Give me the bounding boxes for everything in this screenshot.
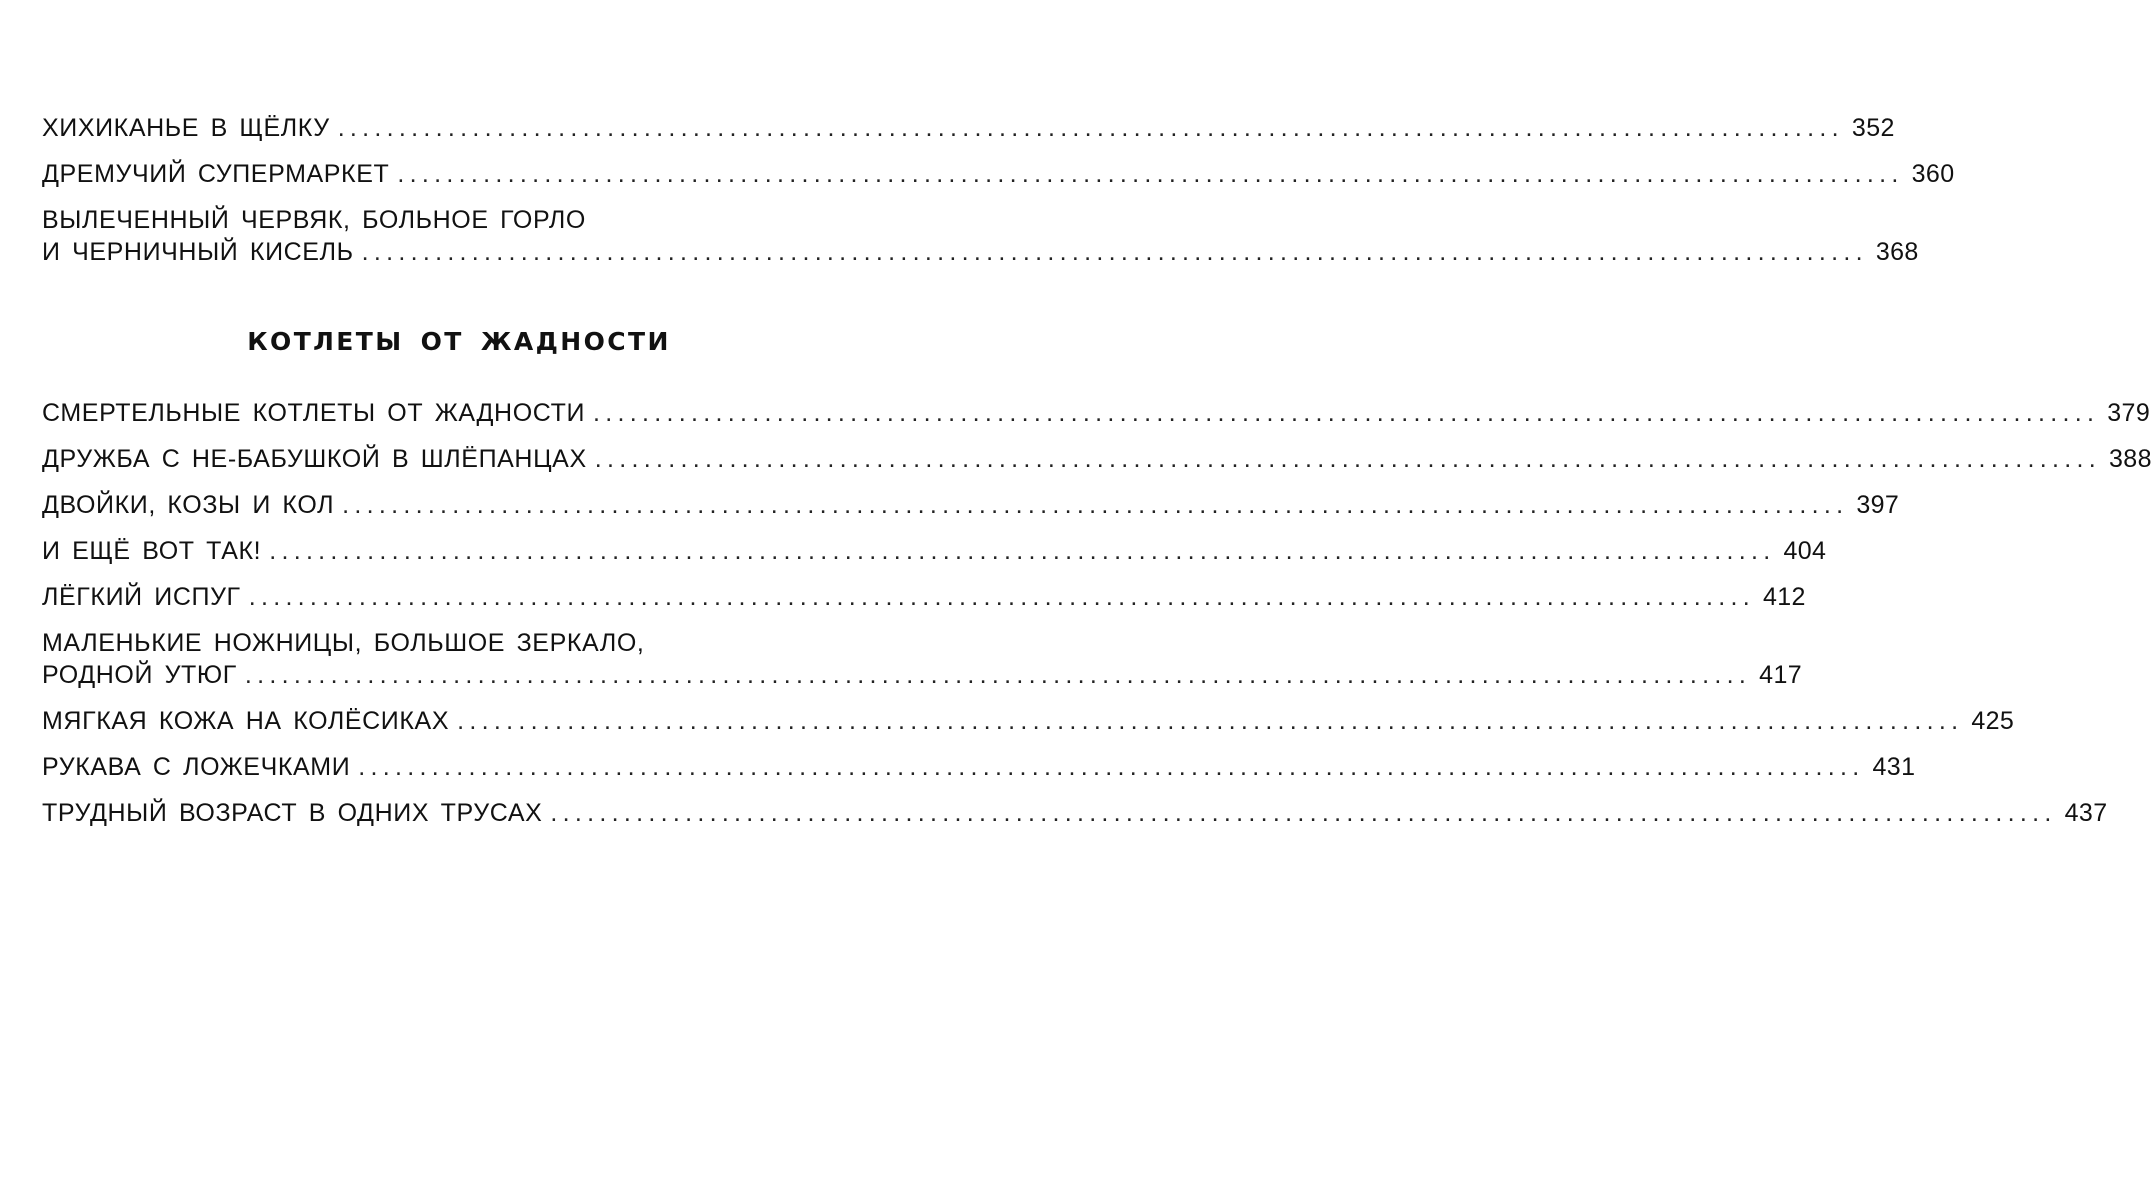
dot-leader: ........................................................................................................................... xyxy=(361,238,1868,266)
toc-entry[interactable] xyxy=(42,705,2015,737)
toc-entry-line xyxy=(42,705,2015,737)
toc-page-number: 397 xyxy=(1856,491,1900,519)
toc-page-number: 437 xyxy=(2064,799,2108,827)
toc-entry-title: ТРУДНЫЙ ВОЗРАСТ В ОДНИХ ТРУСАХ xyxy=(42,799,543,827)
toc-page-number: 431 xyxy=(1872,753,1916,781)
toc-entry[interactable] xyxy=(42,627,1803,691)
toc-entry-line xyxy=(42,751,1916,783)
toc-entry[interactable] xyxy=(42,535,1827,567)
toc-entry-line xyxy=(42,797,2108,829)
toc-entry-line xyxy=(42,581,1806,613)
toc-entry-line xyxy=(42,489,1900,521)
toc-entry-title: ДРЕМУЧИЙ СУПЕРМАРКЕТ xyxy=(42,160,390,188)
dot-leader: ........................................................................................................................... xyxy=(550,799,2057,827)
toc-entry[interactable] xyxy=(42,581,1806,613)
dot-leader: ........................................................................................................................... xyxy=(244,661,1752,689)
toc-entry[interactable] xyxy=(42,443,2152,475)
toc-page-number: 352 xyxy=(1851,114,1895,142)
toc-entry-line xyxy=(42,112,1895,144)
dot-leader: ........................................................................................................................... xyxy=(594,445,2101,473)
toc-page-number: 368 xyxy=(1875,238,1919,266)
toc-entry[interactable] xyxy=(42,397,2151,429)
toc-entry[interactable] xyxy=(42,489,1900,521)
dot-leader: ........................................................................................................................... xyxy=(358,753,1865,781)
toc-entry-title: ДРУЖБА С НЕ-БАБУШКОЙ В ШЛЁПАНЦАХ xyxy=(42,445,587,473)
toc-entry[interactable] xyxy=(42,112,1895,144)
dot-leader: ........................................................................................................................... xyxy=(337,114,1844,142)
toc-entry-line xyxy=(42,535,1827,567)
toc-entry-line xyxy=(42,443,2152,475)
toc-entry-line xyxy=(42,236,1919,268)
toc-entry-title: ХИХИКАНЬЕ В ЩЁЛКУ xyxy=(42,114,330,142)
toc-page-number: 404 xyxy=(1783,537,1827,565)
toc-entry[interactable] xyxy=(42,204,1919,268)
toc-entry-title: МАЛЕНЬКИЕ НОЖНИЦЫ, БОЛЬШОЕ ЗЕРКАЛО, xyxy=(42,629,645,657)
toc-entry-title-continued: И ЧЕРНИЧНЫЙ КИСЕЛЬ xyxy=(42,238,354,266)
toc-entry[interactable] xyxy=(42,158,1955,190)
toc-group-first xyxy=(42,112,1955,282)
toc-page-number: 425 xyxy=(1971,707,2015,735)
toc-entry[interactable] xyxy=(42,797,2108,829)
dot-leader: ........................................................................................................................... xyxy=(248,583,1755,611)
toc-page-number: 412 xyxy=(1762,583,1806,611)
toc-page-number: 360 xyxy=(1911,160,1955,188)
toc-entry-line xyxy=(42,659,1803,691)
toc-entry-line xyxy=(42,397,2151,429)
toc-entry-title: РУКАВА С ЛОЖЕЧКАМИ xyxy=(42,753,351,781)
toc-entry-line xyxy=(42,158,1955,190)
toc-entry-title: ЛЁГКИЙ ИСПУГ xyxy=(42,583,241,611)
toc-entry[interactable] xyxy=(42,751,1916,783)
toc-entry-title: МЯГКАЯ КОЖА НА КОЛЁСИКАХ xyxy=(42,707,450,735)
toc-group-second xyxy=(42,397,2152,843)
toc-page-number: 388 xyxy=(2108,445,2152,473)
toc-entry-title: ВЫЛЕЧЕННЫЙ ЧЕРВЯК, БОЛЬНОЕ ГОРЛО xyxy=(42,206,586,234)
toc-page-number: 379 xyxy=(2107,399,2151,427)
section-heading: КОТЛЕТЫ ОТ ЖАДНОСТИ xyxy=(247,327,671,356)
toc-entry-title: И ЕЩЁ ВОТ ТАК! xyxy=(42,537,262,565)
dot-leader: ........................................................................................................................... xyxy=(397,160,1904,188)
dot-leader: ........................................................................................................................... xyxy=(593,399,2100,427)
toc-page-number: 417 xyxy=(1759,661,1803,689)
toc-entry-title: СМЕРТЕЛЬНЫЕ КОТЛЕТЫ ОТ ЖАДНОСТИ xyxy=(42,399,586,427)
toc-entry-title-continued: РОДНОЙ УТЮГ xyxy=(42,661,237,689)
toc-entry-title: ДВОЙКИ, КОЗЫ И КОЛ xyxy=(42,491,335,519)
dot-leader: ........................................................................................................................... xyxy=(457,707,1964,735)
dot-leader: ........................................................................................................................... xyxy=(269,537,1776,565)
dot-leader: ........................................................................................................................... xyxy=(342,491,1849,519)
